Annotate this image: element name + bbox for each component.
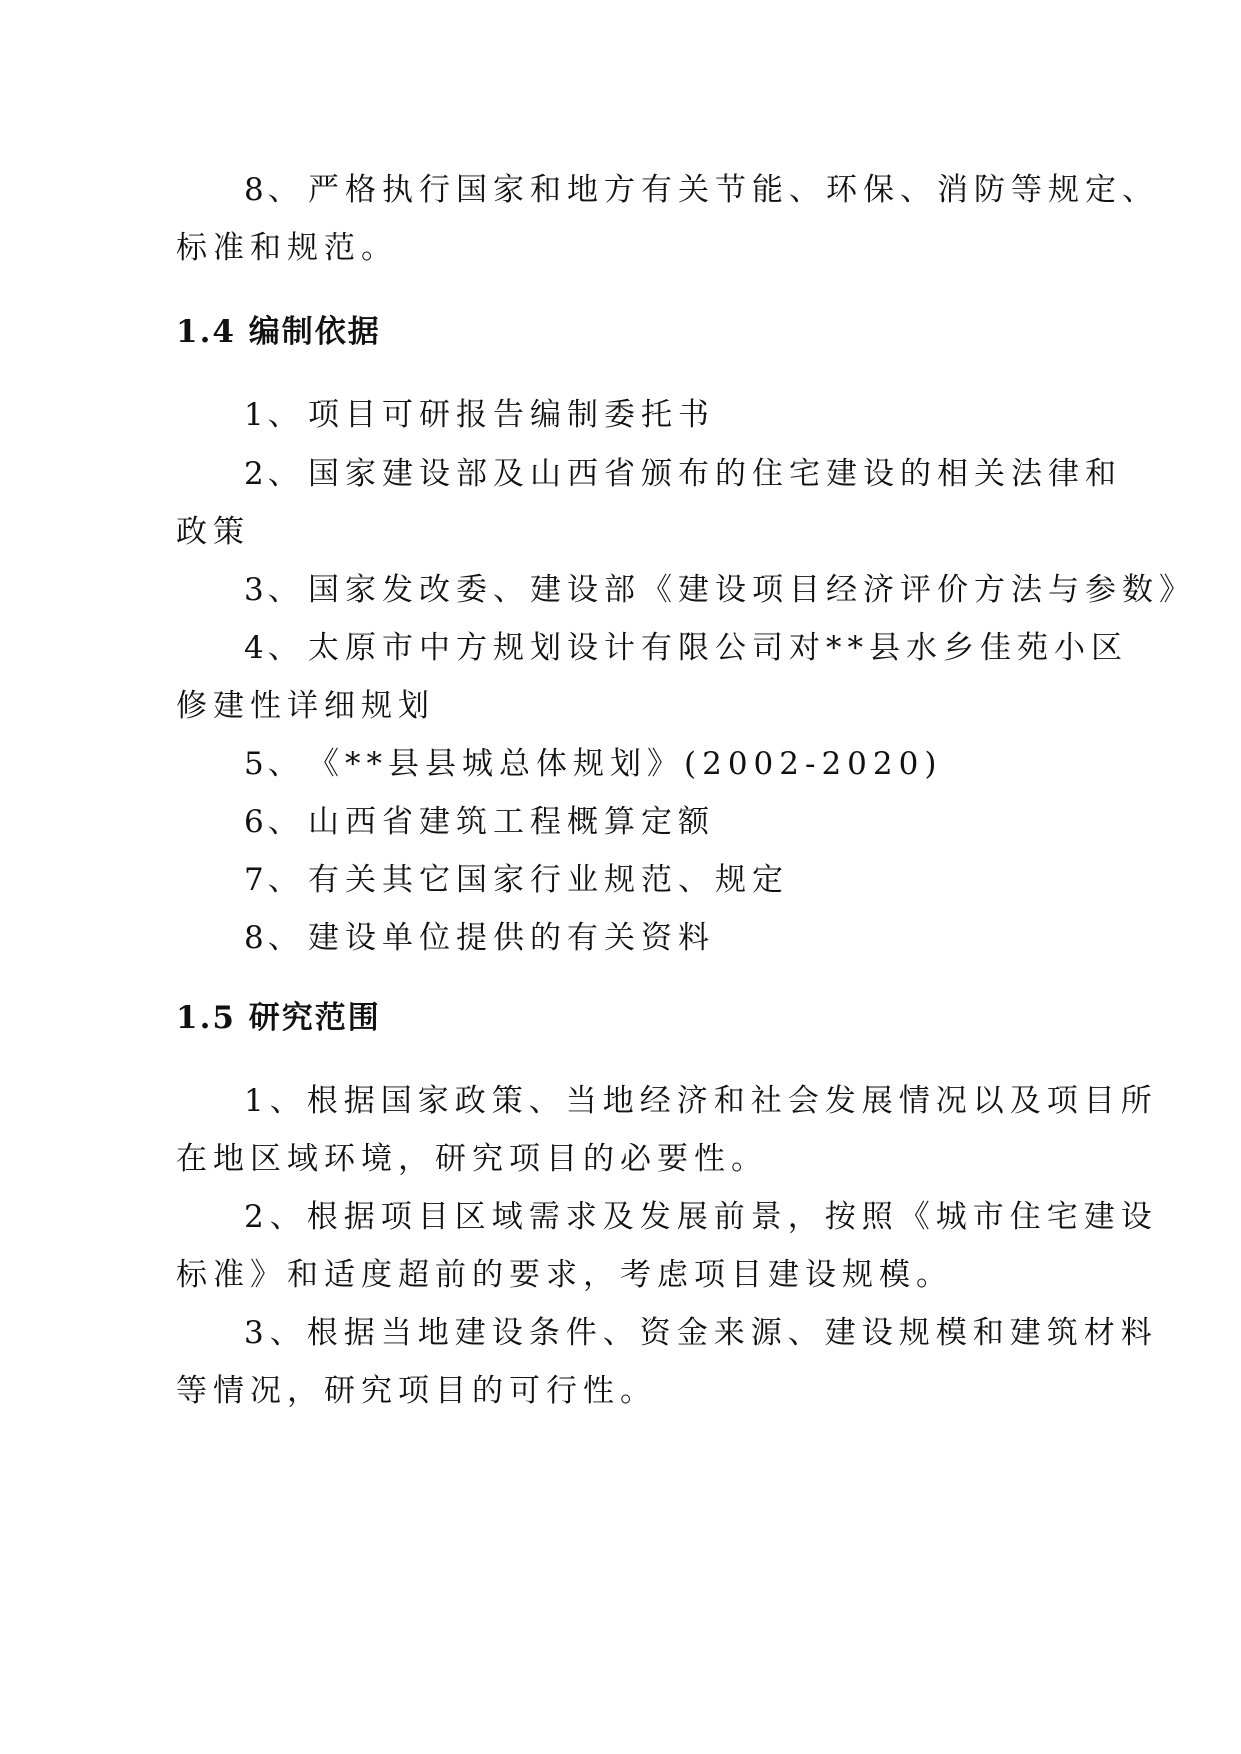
list-item-text: 国家发改委、建设部《建设项目经济评价方法与参数》 <box>308 572 1196 608</box>
list-item <box>244 802 1144 842</box>
list-item-text: 山西省建筑工程概算定额 <box>308 804 715 840</box>
list-item-number: 5、 <box>244 746 303 782</box>
section-heading: 1.5 研究范围 <box>176 1000 381 1036</box>
paragraph-line: 1、根据国家政策、当地经济和社会发展情况以及项目所 <box>244 1083 1158 1119</box>
list-item-number: 1、 <box>244 397 303 433</box>
list-item-number: 3、 <box>244 572 303 608</box>
paragraph-line: 在地区域环境，研究项目的必要性。 <box>176 1141 768 1177</box>
list-item-number: 8、 <box>244 920 303 956</box>
list-item-continuation: 修建性详细规划 <box>176 688 435 724</box>
list-item-number: 4、 <box>244 630 303 666</box>
list-item-number: 8、 <box>244 172 303 208</box>
list-item-number: 6、 <box>244 804 303 840</box>
list-item-text: 有关其它国家行业规范、规定 <box>308 862 789 898</box>
list-item <box>244 628 1144 668</box>
list-item-text: 国家建设部及山西省颁布的住宅建设的相关法律和 <box>308 456 1122 492</box>
paragraph-line: 标准》和适度超前的要求，考虑项目建设规模。 <box>176 1257 953 1293</box>
list-item <box>244 570 1196 610</box>
list-item <box>244 744 1144 784</box>
list-item-number: 2、 <box>244 456 303 492</box>
paragraph-line: 等情况，研究项目的可行性。 <box>176 1373 657 1409</box>
list-item <box>244 454 1144 494</box>
list-item <box>244 170 1159 210</box>
list-item-text: 太原市中方规划设计有限公司对**县水乡佳苑小区 <box>308 630 1128 666</box>
list-item-continuation: 标准和规范。 <box>176 230 398 266</box>
list-item-text: 建设单位提供的有关资料 <box>308 920 715 956</box>
paragraph-line: 2、根据项目区域需求及发展前景，按照《城市住宅建设 <box>244 1199 1158 1235</box>
list-item <box>244 395 1144 435</box>
list-item-continuation: 政策 <box>176 514 250 550</box>
list-item <box>244 918 1144 958</box>
section-heading: 1.4 编制依据 <box>176 314 381 350</box>
list-item-text: 项目可研报告编制委托书 <box>308 397 715 433</box>
paragraph-line: 3、根据当地建设条件、资金来源、建设规模和建筑材料 <box>244 1315 1158 1351</box>
list-item-text: 《**县县城总体规划》(2002-2020) <box>308 746 943 782</box>
list-item-number: 7、 <box>244 862 303 898</box>
list-item-text: 严格执行国家和地方有关节能、环保、消防等规定、 <box>308 172 1159 208</box>
list-item <box>244 860 1144 900</box>
